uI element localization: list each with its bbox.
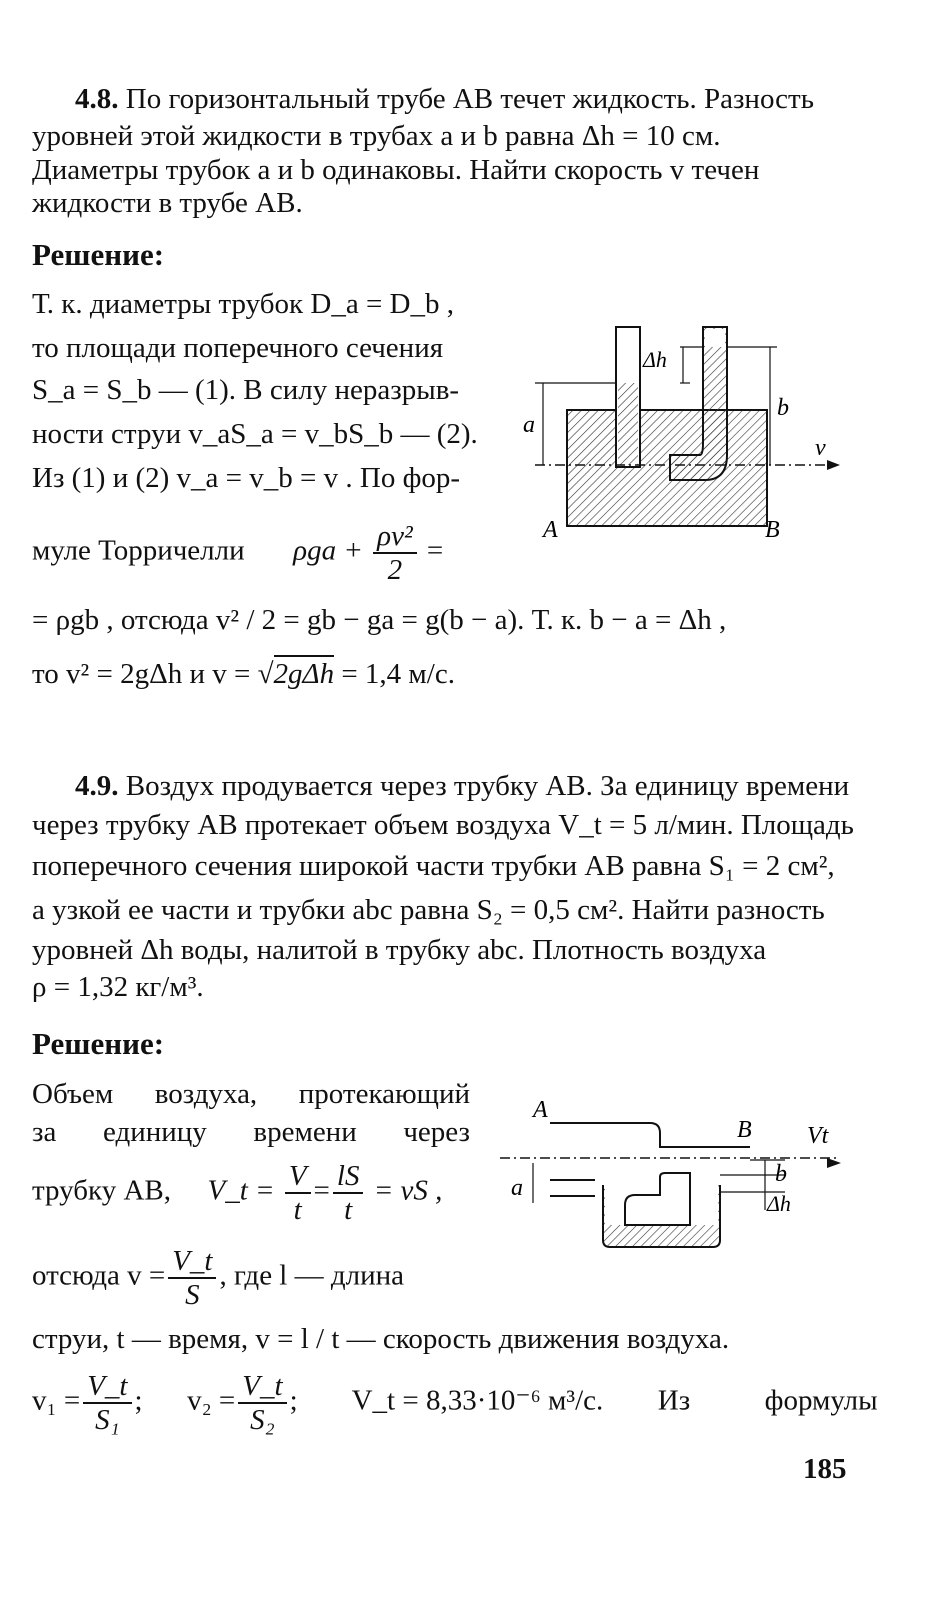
solution-4-8-line-8: то v² = 2gΔh и v = √2gΔh = 1,4 м/с. [32, 657, 455, 691]
fraction: $\frac{V\_t}{\text{S₁}}$ [83, 1370, 131, 1436]
solution-4-9-line-4: отсюда v = $\frac{V\_t}{S}$ , где l — длина [32, 1245, 405, 1311]
label-delta-h: Δh [767, 1191, 791, 1216]
solution-4-9-line-6: v₁ = $\frac{V\_t}{\text{S₁}}$ ; v₂ = $\frac{V\_t}{\text{S₂}}$ ; V_t = 8,33·10⁻⁶ м³/с. Из формулы [32, 1370, 878, 1436]
problem-4-8-line-4: жидкости в трубе AB. [32, 187, 303, 219]
tube-b [670, 327, 727, 480]
figure-2-venturi-diagram [495, 1095, 850, 1265]
label-A: A [543, 517, 558, 543]
solution-4-9-line-1: Объем воздуха, протекающий [32, 1078, 470, 1110]
problem-4-8-line-1: 4.8. По горизонтальный трубе АВ течет жидкость. Разность [75, 83, 814, 115]
fraction: $\frac{V}{t}$ [285, 1160, 311, 1226]
problem-4-9-line-2: через трубку AB протекает объем воздуха V_t = 5 л/мин. Площадь [32, 809, 854, 841]
fraction: $\frac{lS}{t}$ [333, 1160, 364, 1226]
tube-a-liquid [618, 383, 638, 465]
fraction: $\frac{\text{ρv²}}{2}$ [373, 520, 417, 586]
label-b: b [775, 1161, 787, 1187]
label-A: A [533, 1097, 548, 1123]
problem-4-9-line-4: а узкой ее части и трубки abc равна S₂ = 0,5 см². Найти разность [32, 894, 825, 926]
problem-4-9-line-6: ρ = 1,32 кг/м³. [32, 971, 204, 1003]
solution-4-8-line-3: S_a = S_b — (1). В силу неразрыв- [32, 374, 460, 406]
fraction: $\frac{V\_t}{\text{S₂}}$ [238, 1370, 286, 1436]
problem-number: 4.8. [75, 83, 119, 115]
label-B: B [737, 1117, 752, 1143]
label-a: a [511, 1175, 523, 1201]
sqrt-radicand: 2gΔh [274, 655, 335, 690]
solution-4-8-line-1: Т. к. диаметры трубок D_a = D_b , [32, 288, 455, 320]
label-B: B [765, 517, 780, 543]
label-delta-h: Δh [643, 347, 667, 372]
label-v: v [815, 435, 826, 461]
solution-4-9-line-5: струи, t — время, v = l / t — скорость движения воздуха. [32, 1323, 730, 1355]
problem-4-8-line-3: Диаметры трубок a и b одинаковы. Найти скорость v течен [32, 154, 760, 186]
page-number: 185 [803, 1453, 847, 1485]
solution-4-8-line-4: ности струи v_aS_a = v_bS_b — (2). [32, 418, 478, 450]
solution-4-8-line-5: Из (1) и (2) v_a = v_b = v . По фор- [32, 462, 461, 494]
label-b: b [777, 395, 789, 421]
solution-4-8-line-7: = ρgb , отсюда v² / 2 = gb − ga = g(b − a). Т. к. b − a = Δh , [32, 604, 727, 636]
label-V: Vt [807, 1123, 829, 1149]
solution-heading: Решение: [32, 1026, 165, 1061]
fraction: $\frac{V\_t}{S}$ [168, 1245, 216, 1311]
problem-4-8-line-2: уровней этой жидкости в трубах a и b равна Δh = 10 см. [32, 120, 721, 152]
problem-4-9-line-1: 4.9. Воздух продувается через трубку AB. За единицу времени [75, 770, 850, 802]
liquid-region [567, 410, 767, 526]
problem-4-9-line-3: поперечного сечения широкой части трубки AB равна S₁ = 2 см², [32, 850, 835, 882]
problem-4-9-line-5: уровней Δh воды, налитой в трубку abc. Плотность воздуха [32, 934, 767, 966]
problem-number: 4.9. [75, 770, 119, 802]
figure-1-pipe-diagram [515, 315, 855, 545]
label-a: a [523, 412, 535, 438]
solution-4-8-line-2: то площади поперечного сечения [32, 332, 444, 364]
solution-4-8-line-6: муле Торричелли ρga + $\frac{\text{ρv²}}{2}$ = [32, 520, 444, 586]
solution-4-9-line-3: трубку AB, V_t = $\frac{V}{t}$ = $\frac{lS}{t}$ = vS , [32, 1160, 443, 1226]
solution-heading: Решение: [32, 237, 165, 272]
tube-ab-upper-wall [550, 1123, 750, 1147]
solution-4-9-line-2: за единицу времени через [32, 1116, 470, 1148]
